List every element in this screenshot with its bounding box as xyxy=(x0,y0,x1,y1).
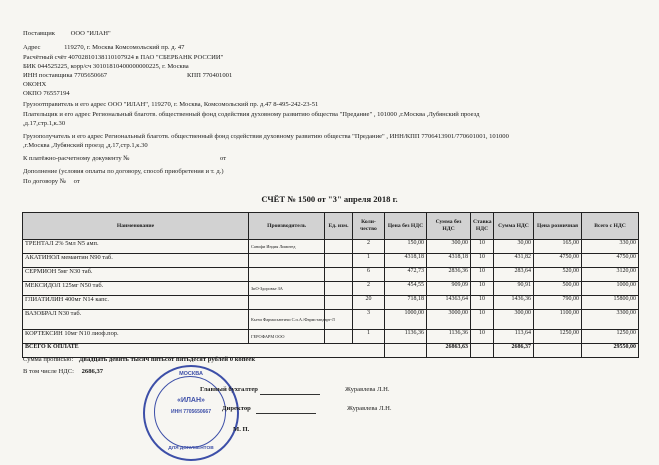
cell-name: ГЛИАТИЛИН 400мг N14 капс. xyxy=(23,296,249,310)
stamp-bottom-text: ДЛЯ ДОКУМЕНТОВ xyxy=(168,446,214,451)
cell-vat: 300,00 xyxy=(494,310,534,330)
cell-rate: 10 xyxy=(471,254,494,268)
cell-sum: 14363,64 xyxy=(427,296,471,310)
total-empty-1 xyxy=(385,344,427,358)
cell-qty: 1 xyxy=(353,330,385,344)
cell-maker: Кьези Фармасьютичи С.п.А./Фармстандарт-Л xyxy=(249,310,325,330)
payer-line-2: ,д.17,стр.1,к.30 xyxy=(23,120,66,127)
sum-in-words-label: Сумма прописью: xyxy=(23,356,74,363)
contract-from: от xyxy=(73,178,80,185)
vat-included-line xyxy=(23,368,103,375)
cell-total: 330,00 xyxy=(582,240,639,254)
col-price: Цена без НДС xyxy=(385,213,427,240)
cell-rate: 10 xyxy=(471,240,494,254)
director-signature-line xyxy=(256,413,316,414)
okpo-line: ОКПО 76557194 xyxy=(23,90,70,97)
invoice-title: СЧЁТ № 1500 от "3" апреля 2018 г. xyxy=(261,194,398,204)
cell-total: 1000,00 xyxy=(582,282,639,296)
cell-rate: 10 xyxy=(471,268,494,282)
cell-retail: 165,00 xyxy=(534,240,582,254)
cell-qty: 6 xyxy=(353,268,385,282)
col-rate: Ставка НДС xyxy=(471,213,494,240)
cell-rate: 10 xyxy=(471,282,494,296)
cell-qty: 20 xyxy=(353,296,385,310)
total-vat: 2686,37 xyxy=(494,344,534,358)
stamp-city: МОСКВА xyxy=(179,371,203,377)
bik-line: БИК 044525225, корр/сч 30101810400000000225, г. Москва xyxy=(23,63,189,70)
stamp-inn: ИНН 7705650667 xyxy=(170,409,211,415)
okonh-line: ОКОНХ xyxy=(23,81,47,88)
invoice-table xyxy=(22,212,639,358)
accountant-name: Журавлева Л.Н. xyxy=(345,386,390,393)
cell-qty: 2 xyxy=(353,282,385,296)
sum-in-words-value: Двадцать девять тысяч пятьсот пятьдесят рублей 0 копеек xyxy=(78,356,256,363)
consignee-line-1: Грузополучатель и его адрес Региональный благотв. общественный фонд содействия духовному развитию общества "Предание" , ИНН/КПП 7706413901/770601001, 101000 xyxy=(23,133,509,140)
cell-total: 15800,00 xyxy=(582,296,639,310)
cell-rate: 10 xyxy=(471,296,494,310)
cell-price: 4318,18 xyxy=(385,254,427,268)
cell-retail: 790,00 xyxy=(534,296,582,310)
table-row xyxy=(23,282,639,296)
cell-sum: 300,00 xyxy=(427,240,471,254)
cell-retail: 1100,00 xyxy=(534,310,582,330)
address-line xyxy=(23,44,184,52)
cell-retail: 520,00 xyxy=(534,268,582,282)
cell-unit xyxy=(325,282,353,296)
payment-doc-line xyxy=(23,155,227,163)
table-row xyxy=(23,330,639,344)
cell-sum: 2836,36 xyxy=(427,268,471,282)
cell-qty: 2 xyxy=(353,240,385,254)
payment-doc-from: от xyxy=(220,155,227,162)
total-all: 29550,00 xyxy=(582,344,639,358)
mp-label: М. П. xyxy=(233,426,250,433)
cell-retail: 1250,00 xyxy=(534,330,582,344)
director-label: Директор xyxy=(222,405,251,412)
cell-maker: ГЕРОФАРМ ООО xyxy=(249,330,325,344)
cell-maker xyxy=(249,296,325,310)
cell-vat: 113,64 xyxy=(494,330,534,344)
cell-name: МЕКСИДОЛ 125мг N50 таб. xyxy=(23,282,249,296)
cell-price: 472,73 xyxy=(385,268,427,282)
col-unit: Ед. изм. xyxy=(325,213,353,240)
cell-name: КОРТЕКСИН 10мг N10 лиоф.пор. xyxy=(23,330,249,344)
table-row xyxy=(23,310,639,330)
inn-value: ИНН поставщика 7705650667 xyxy=(23,72,108,79)
table-row xyxy=(23,254,639,268)
supplier-label: Поставщик xyxy=(23,30,55,37)
company-stamp xyxy=(143,365,239,461)
director-name: Журавлева Л.Н. xyxy=(347,405,392,412)
cell-unit xyxy=(325,268,353,282)
cell-name: АКАТИНОЛ мемантин N90 таб. xyxy=(23,254,249,268)
cell-price: 1000,00 xyxy=(385,310,427,330)
cell-price: 454,55 xyxy=(385,282,427,296)
cell-unit xyxy=(325,240,353,254)
kpp-value: КПП 770401001 xyxy=(187,72,233,79)
table-header-row xyxy=(23,213,639,240)
consignor-line: Грузоотправитель и его адрес ООО "ИЛАН", 119270, г. Москва, Комсомольский пр. д.47 8-495-242-23-51 xyxy=(23,101,319,108)
col-vat: Сумма НДС xyxy=(494,213,534,240)
contract-label: По договору № xyxy=(23,178,67,185)
total-empty-2 xyxy=(471,344,494,358)
cell-price: 718,18 xyxy=(385,296,427,310)
address-label: Адрес xyxy=(23,44,41,51)
cell-price: 1136,36 xyxy=(385,330,427,344)
stamp-company: «ИЛАН» xyxy=(177,397,205,404)
cell-qty: 3 xyxy=(353,310,385,330)
consignee-line-2: ,г.Москва ,Лубянский проезд ,д.17,стр.1,к.30 xyxy=(23,142,148,149)
vat-included-value: 2686,37 xyxy=(81,368,104,375)
payment-doc-label: К платёжно-расчетному документу № xyxy=(23,155,130,162)
contract-line xyxy=(23,178,80,186)
cell-qty: 1 xyxy=(353,254,385,268)
cell-total: 3300,00 xyxy=(582,310,639,330)
supplier-name: ООО "ИЛАН" xyxy=(70,30,111,37)
col-name: Наименование xyxy=(23,213,249,240)
cell-maker: Санофи Индия Лимитед xyxy=(249,240,325,254)
cell-rate: 10 xyxy=(471,310,494,330)
cell-total: 4750,00 xyxy=(582,254,639,268)
cell-sum: 4318,18 xyxy=(427,254,471,268)
cell-unit xyxy=(325,296,353,310)
supplier-line xyxy=(23,30,111,38)
table-row xyxy=(23,240,639,254)
table-row xyxy=(23,268,639,282)
cell-sum: 1136,36 xyxy=(427,330,471,344)
col-qty: Коли-чество xyxy=(353,213,385,240)
cell-total: 1250,00 xyxy=(582,330,639,344)
cell-maker xyxy=(249,268,325,282)
payer-line-1: Плательщик и его адрес Региональный благотв. общественный фонд содействия духовному развитию общества "Предание" , 101000 ,г.Москва ,Лубянский проезд xyxy=(23,111,480,118)
address-value: 119270, г. Москва Комсомольский пр. д. 47 xyxy=(64,44,185,51)
cell-maker xyxy=(249,254,325,268)
col-total: Всего с НДС xyxy=(582,213,639,240)
cell-vat: 1436,36 xyxy=(494,296,534,310)
addendum-line: Дополнение (условия оплаты по договору, способ приобретения и т. д.) xyxy=(23,168,224,175)
cell-vat: 431,82 xyxy=(494,254,534,268)
col-maker: Производитель xyxy=(249,213,325,240)
sum-in-words-line xyxy=(23,356,255,363)
cell-sum: 3000,00 xyxy=(427,310,471,330)
cell-sum: 909,09 xyxy=(427,282,471,296)
total-sum: 26863,63 xyxy=(427,344,471,358)
cell-name: ВАЗОБРАЛ N30 таб. xyxy=(23,310,249,330)
cell-retail: 4750,00 xyxy=(534,254,582,268)
cell-vat: 90,91 xyxy=(494,282,534,296)
cell-vat: 30,00 xyxy=(494,240,534,254)
inn-line xyxy=(23,72,233,80)
accountant-label: Главный бухгалтер xyxy=(200,386,258,393)
cell-name: ТРЕНТАЛ 2% 5мл N5 амп. xyxy=(23,240,249,254)
cell-unit xyxy=(325,330,353,344)
cell-vat: 283,64 xyxy=(494,268,534,282)
cell-retail: 500,00 xyxy=(534,282,582,296)
cell-total: 3120,00 xyxy=(582,268,639,282)
vat-included-label: В том числе НДС: xyxy=(23,368,74,375)
total-label: ВСЕГО К ОПЛАТЕ xyxy=(23,344,385,358)
col-retail: Цена розничная xyxy=(534,213,582,240)
accountant-signature-line xyxy=(260,394,320,395)
total-empty-3 xyxy=(534,344,582,358)
account-line: Расчётный счёт 40702810138110107924 в ПАО "СБЕРБАНК РОССИИ" xyxy=(23,54,224,61)
cell-price: 150,00 xyxy=(385,240,427,254)
cell-maker: ЗиО-Здоровье ЗА xyxy=(249,282,325,296)
cell-unit xyxy=(325,254,353,268)
cell-name: СЕРМИОН 5мг N30 таб. xyxy=(23,268,249,282)
cell-rate: 10 xyxy=(471,330,494,344)
table-row xyxy=(23,296,639,310)
col-sum: Сумма без НДС xyxy=(427,213,471,240)
